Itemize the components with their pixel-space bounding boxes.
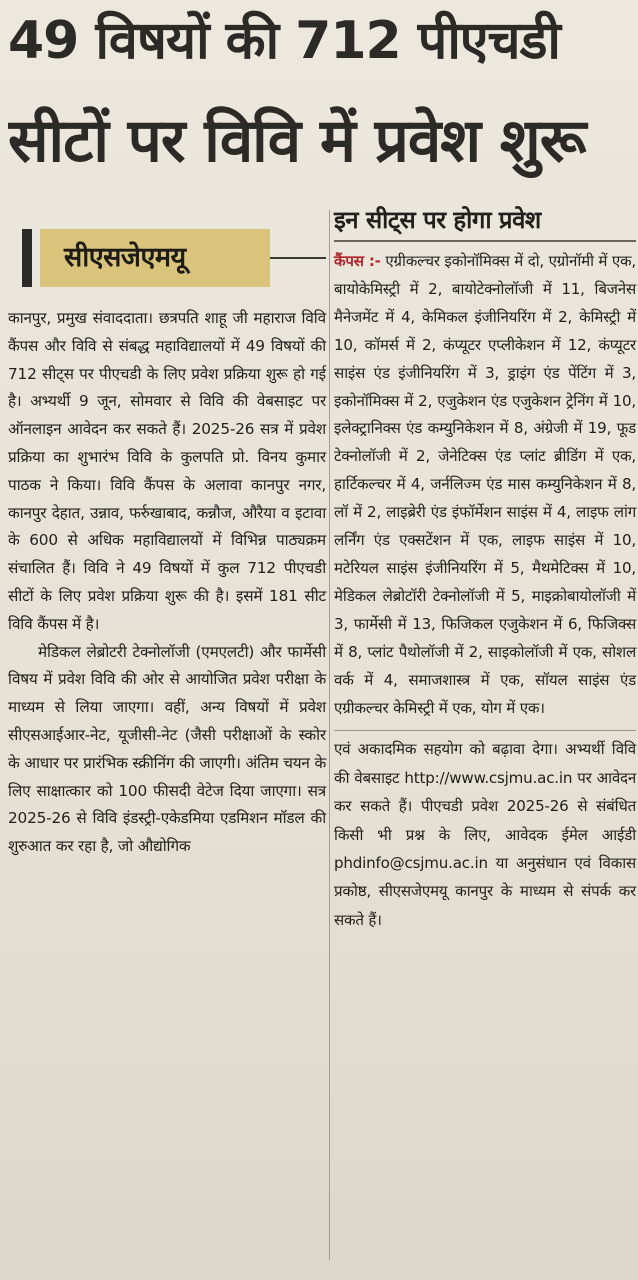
left-paragraph-2: मेडिकल लेब्रोटरी टेक्नोलॉजी (एमएलटी) और फार्मेसी विषय में प्रवेश विवि की ओर से आयोजित प्रवेश परीक्षा के माध्यम से लिया जाएगा। वहीं, अन्य विषयों में प्रवेश सीएसआईआर-नेट, यूजीसी-नेट (जैसी परीक्षाओं के स्कोर के आधार पर प्रारंभिक स्क्रीनिंग की जाएगी। अंतिम चयन के लिए साक्षात्कार को 100 फीसदी वेटेज दिया जाएगा। सत्र 2025-26 से विवि इंडस्ट्री-एकेडमिया एडमिशन मॉडल की शुरुआत कर रहा है, जो औद्योगिक	[8, 642, 326, 856]
right-column-separator	[334, 730, 636, 731]
headline-line-1: 49 विषयों की 712 पीएचडी	[8, 11, 560, 71]
subheading-rule	[334, 240, 636, 242]
seats-list-text: एग्रीकल्चर इकोनॉमिक्स में दो, एग्रोनॉमी में एक, बायोकेमिस्ट्री में 2, बायोटेक्नोलॉजी में 11, बिजनेस मैनेजमेंट में 4, केमिकल इंजीनियरिंग में 2, केमिस्ट्री में 10, कॉमर्स में 2, कंप्यूटर एप्लीकेशन में 12, कंप्यूटर साइंस एंड इंजीनियरिंग में 3, ड्राइंग एंड पेंटिंग में 3, इकोनॉमिक्स में 2, एजुकेशन एंड एजुकेशन ट्रेनिंग में 10, इलेक्ट्रानिक्स एंड कम्युनिकेशन में 8, अंग्रेजी में 19, फूड टेक्नोलॉजी में 2, जेनेटिक्स एंड प्लांट ब्रीडिंग में एक, हार्टिकल्चर में 4, जर्नलिज्म एंड मास कम्युनिकेशन में 8, लॉ में 2, लाइब्रेरी एंड इंफॉर्मेशन साइंस में 4, लाइफ लांग लर्निंग एंड एक्सटेंशन में एक, लाइफ साइंस में 10, मटेरियल साइंस इंजीनियरिंग में 5, मैथमेटिक्स में 10, मेडिकल लेब्रोटॉरी टेक्नोलॉजी में 5, माइक्रोबायोलॉजी में 3, फार्मेसी में 13, फिजिकल एजुकेशन में 6, फिजिक्स में 8, प्लांट पैथोलॉजी में 2, साइकोलॉजी में एक, सोशल वर्क में 4, समाजशास्त्र में एक, सॉयल साइंस एंड एग्रीकल्चर केमिस्ट्री में एक, योग में एक।	[334, 252, 636, 717]
left-article-body	[8, 305, 326, 861]
seats-list-paragraph	[334, 248, 636, 722]
section-tag-block	[8, 215, 326, 277]
seats-subheading: इन सीट्स पर होगा प्रवेश	[334, 206, 541, 234]
campus-label: कैंपस :-	[334, 252, 381, 270]
column-divider	[329, 210, 330, 1260]
section-tag-bar	[22, 229, 32, 287]
section-tag-rule	[270, 257, 326, 259]
left-paragraph-1: कानपुर, प्रमुख संवाददाता। छत्रपति शाहू जी महाराज विवि कैंपस और विवि से संबद्ध महाविद्यालयों में 49 विषयों की 712 सीट्स पर पीएचडी के लिए प्रवेश प्रक्रिया शुरू हो गई है। अभ्यर्थी 9 जून, सोमवार से विवि की वेबसाइट पर ऑनलाइन आवेदन कर सकते हैं। 2025-26 सत्र में प्रवेश प्रक्रिया का शुभारंभ विवि के कुलपति प्रो. विनय कुमार पाठक ने किया। विवि कैंपस के अलावा कानपुर नगर, कानपुर देहात, उन्नाव, फर्रुखाबाद, कन्नौज, औरैया व इटावा के 600 से अधिक महाविद्यालयों में विभिन्न पाठ्यक्रम संचालित हैं। विवि ने 49 विषयों में कुल 712 पीएचडी सीटों के लिए प्रवेश प्रक्रिया शुरू की है। इसमें 181 सीट विवि कैंपस में है।	[8, 309, 326, 633]
continuation-paragraph: एवं अकादमिक सहयोग को बढ़ावा देगा। अभ्यर्थी विवि की वेबसाइट http://www.csjmu.ac.in पर आवेदन कर सकते हैं। पीएचडी प्रवेश 2025-26 से संबंधित किसी भी प्रश्न के लिए, आवेदक ईमेल आईडी phdinfo@csjmu.ac.in या अनुसंधान एवं विकास प्रकोष्ठ, सीएसजेएमयू कानपुर के माध्यम से संपर्क कर सकते हैं।	[334, 740, 636, 929]
section-tag: सीएसजेएमयू	[40, 229, 270, 287]
left-column	[8, 215, 326, 861]
headline-line-2: सीटों पर विवि में प्रवेश शुरू	[8, 106, 586, 176]
right-column	[334, 200, 636, 934]
